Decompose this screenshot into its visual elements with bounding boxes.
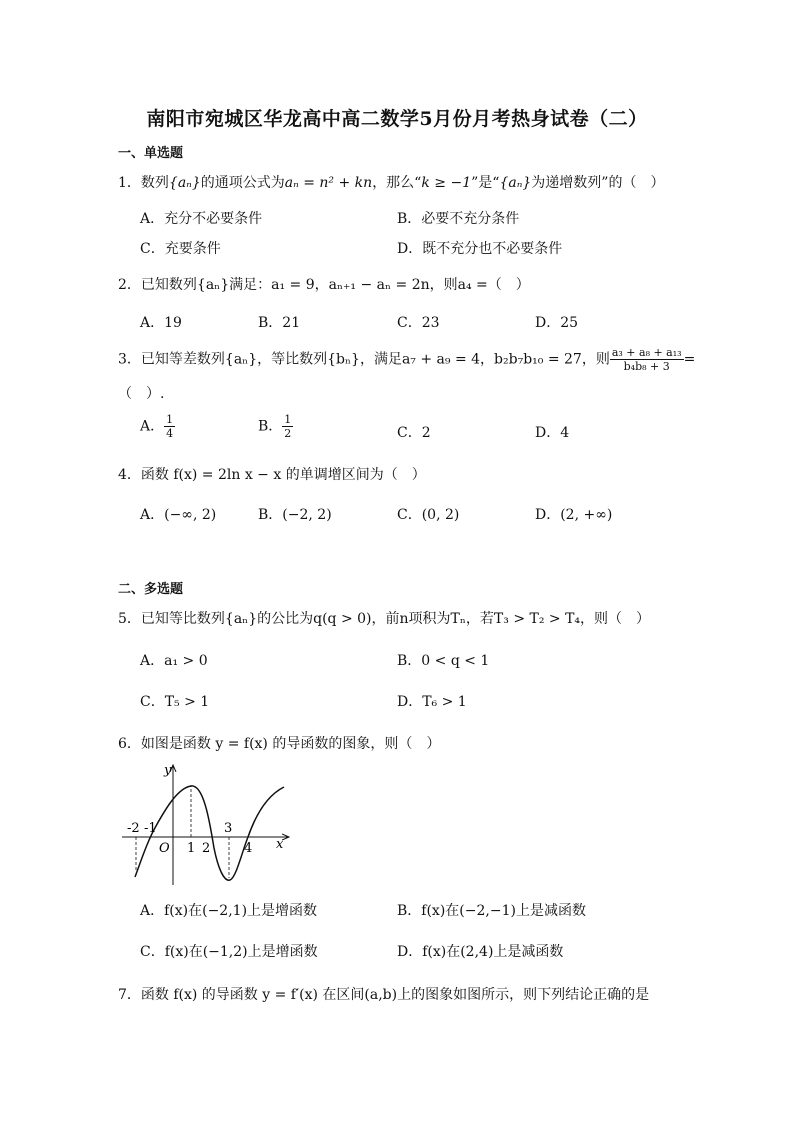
q3-option-c[interactable]: C．2 bbox=[397, 425, 431, 441]
question-7: 7．函数 f(x) 的导函数 y = f′(x) 在区间(a,b)上的图象如图所示，则下列结论正确的是 bbox=[118, 987, 650, 1003]
q6-option-b[interactable]: B．f(x)在(−2,−1)上是减函数 bbox=[397, 903, 586, 919]
q4-option-c[interactable]: C．(0, 2) bbox=[397, 507, 460, 523]
q5-option-b[interactable]: B．0 < q < 1 bbox=[397, 653, 490, 669]
question-6: 6．如图是函数 y = f(x) 的导函数的图象，则（ ） bbox=[118, 736, 441, 752]
q3-option-d[interactable]: D．4 bbox=[535, 425, 570, 441]
tick-label-3: 3 bbox=[224, 821, 233, 836]
derivative-graph bbox=[118, 760, 298, 890]
origin-label: O bbox=[159, 841, 170, 856]
q5-option-d[interactable]: D．T₆ > 1 bbox=[397, 694, 467, 710]
tick-label-2: 2 bbox=[202, 841, 211, 856]
q3-fraction: $\frac{\text{a₃ + a₈ + a₁₃}}{\text{b₄b₈ + 3}}$ bbox=[611, 346, 682, 373]
derivative-curve bbox=[135, 786, 284, 880]
section-single-choice: 一、单选题 bbox=[118, 146, 184, 161]
q6-option-d[interactable]: D．f(x)在(2,4)上是减函数 bbox=[397, 944, 564, 960]
q4-option-b[interactable]: B．(−2, 2) bbox=[258, 507, 332, 523]
q5-option-a[interactable]: A．a₁ > 0 bbox=[140, 653, 208, 669]
question-4: 4．函数 f(x) = 2ln x − x 的单调增区间为（ ） bbox=[118, 467, 426, 483]
q3-option-b[interactable]: B． $\frac{1}{2}$ bbox=[258, 413, 292, 440]
tick-label-neg2: -2 bbox=[127, 821, 140, 836]
question-3-line-2: （ ）. bbox=[118, 386, 165, 402]
q4-option-d[interactable]: D．(2, +∞) bbox=[535, 507, 613, 523]
question-1: 1．数列{aₙ}的通项公式为aₙ = n² + kn，那么“k ≥ −1”是“{aₙ}为递增数列”的（ ） bbox=[118, 175, 665, 191]
q2-option-d[interactable]: D．25 bbox=[535, 315, 579, 331]
question-5: 5．已知等比数列{aₙ}的公比为q(q > 0)，前n项积为Tₙ，若T₃ > T₂ > T₄，则（ ） bbox=[118, 611, 651, 627]
q2-option-b[interactable]: B．21 bbox=[258, 315, 301, 331]
q2-option-c[interactable]: C．23 bbox=[397, 315, 440, 331]
q1-option-d[interactable]: D．既不充分也不必要条件 bbox=[397, 241, 563, 257]
tick-label-1: 1 bbox=[187, 841, 196, 856]
tick-label-4: 4 bbox=[244, 841, 253, 856]
question-3: 3．已知等差数列{aₙ}，等比数列{bₙ}，满足a₇ + a₉ = 4，b₂b₇b₁₀ = 27，则 $\frac{\text{a₃ + a₈ + a₁₃}}{\text{b₄b₈ + 3}}$ = bbox=[118, 346, 696, 373]
q1-option-a[interactable]: A．充分不必要条件 bbox=[140, 211, 263, 227]
q1-option-c[interactable]: C．充要条件 bbox=[140, 241, 221, 257]
q3-option-a[interactable]: A． $\frac{1}{4}$ bbox=[140, 413, 174, 440]
tick-label-neg1: -1 bbox=[144, 821, 157, 836]
q2-option-a[interactable]: A．19 bbox=[140, 315, 182, 331]
q5-option-c[interactable]: C．T₅ > 1 bbox=[140, 694, 210, 710]
y-axis-label: y bbox=[164, 763, 172, 778]
question-2: 2．已知数列{aₙ}满足：a₁ = 9，aₙ₊₁ − aₙ = 2n，则a₄ =（ ） bbox=[118, 277, 530, 293]
q4-option-a[interactable]: A．(−∞, 2) bbox=[140, 507, 217, 523]
q6-option-c[interactable]: C．f(x)在(−1,2)上是增函数 bbox=[140, 944, 318, 960]
q1-option-b[interactable]: B．必要不充分条件 bbox=[397, 211, 520, 227]
x-axis-label: x bbox=[276, 837, 284, 852]
section-multiple-choice: 二、多选题 bbox=[118, 582, 184, 597]
q6-option-a[interactable]: A．f(x)在(−2,1)上是增函数 bbox=[140, 903, 318, 919]
page-title: 南阳市宛城区华龙高中高二数学5月份月考热身试卷（二） bbox=[146, 108, 648, 130]
